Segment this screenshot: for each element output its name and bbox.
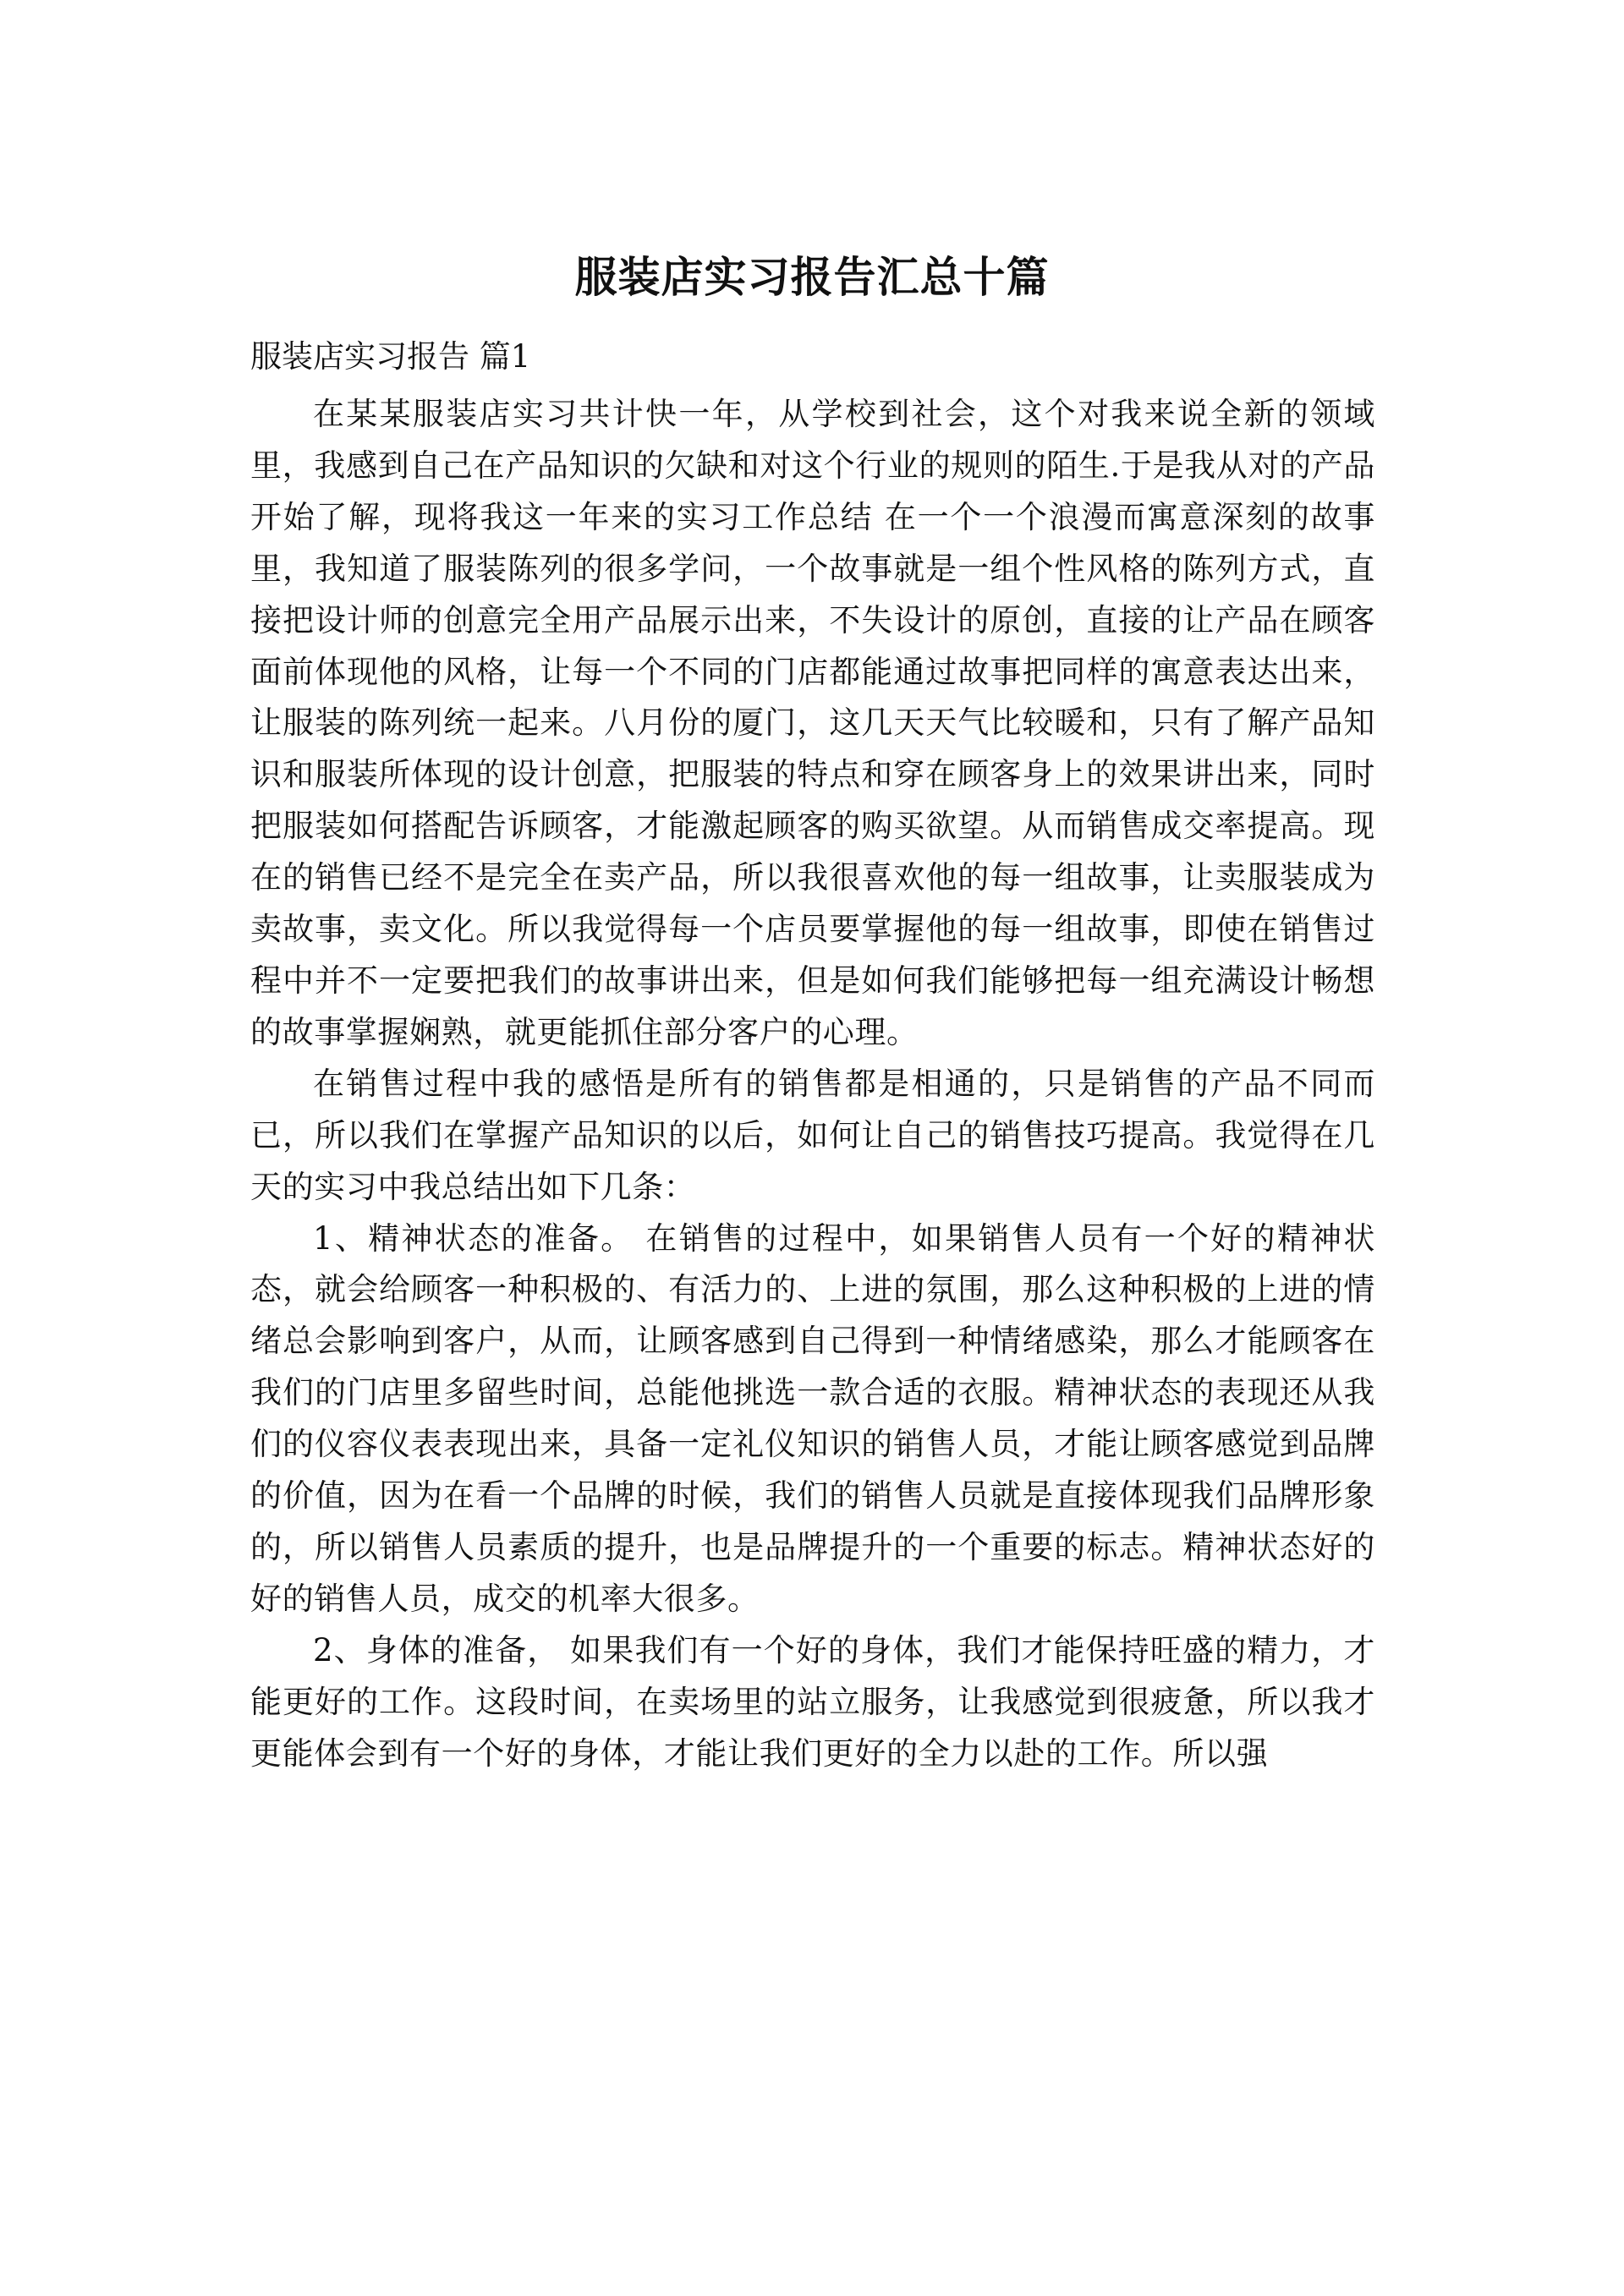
paragraph: 在销售过程中我的感悟是所有的销售都是相通的，只是销售的产品不同而已，所以我们在掌握产品知识的以后，如何让自己的销售技巧提高。我觉得在几天的实习中我总结出如下几条： [250,1065,1375,1205]
document-title: 服装店实习报告汇总十篇 [574,253,1050,302]
section-heading: 服装店实习报告 篇1 [250,338,531,375]
body-text [250,389,1375,1779]
paragraph: 2、身体的准备， 如果我们有一个好的身体，我们才能保持旺盛的精力，才能更好的工作。这段时间，在卖场里的站立服务，让我感觉到很疲惫，所以我才更能体会到有一个好的身体，才能让我们更好的全力以赴的工作。所以强 [250,1631,1375,1772]
paragraph: 1、精神状态的准备。 在销售的过程中，如果销售人员有一个好的精神状态，就会给顾客一种积极的、有活力的、上进的氛围，那么这种积极的上进的情绪总会影响到客户，从而，让顾客感到自己得到一种情绪感染，那么才能顾客在我们的门店里多留些时间，总能他挑选一款合适的衣服。精神状态的表现还从我们的仪容仪表表现出来，具备一定礼仪知识的销售人员，才能让顾客感觉到品牌的价值，因为在看一个品牌的时候，我们的销售人员就是直接体现我们品牌形象的，所以销售人员素质的提升，也是品牌提升的一个重要的标志。精神状态好的好的销售人员，成交的机率大很多。 [250,1219,1375,1617]
paragraph: 在某某服装店实习共计快一年，从学校到社会，这个对我来说全新的领域里，我感到自己在产品知识的欠缺和对这个行业的规则的陌生.于是我从对的产品开始了解，现将我这一年来的实习工作总结 在一个一个浪漫而寓意深刻的故事里，我知道了服装陈列的很多学问，一个故事就是一组个性风格的陈列方式，直接把设计师的创意完全用产品展示出来，不失设计的原创，直接的让产品在顾客面前体现他的风格，让每一个不同的门店都能通过故事把同样的寓意表达出来，让服装的陈列统一起来。八月份的厦门，这几天天气比较暖和，只有了解产品知识和服装所体现的设计创意，把服装的特点和穿在顾客身上的效果讲出来，同时把服装如何搭配告诉顾客，才能激起顾客的购买欲望。从而销售成交率提高。现在的销售已经不是完全在卖产品，所以我很喜欢他的每一组故事，让卖服装成为卖故事，卖文化。所以我觉得每一个店员要掌握他的每一组故事，即使在销售过程中并不一定要把我们的故事讲出来，但是如何我们能够把每一组充满设计畅想的故事掌握娴熟，就更能抓住部分客户的心理。 [250,396,1375,1050]
